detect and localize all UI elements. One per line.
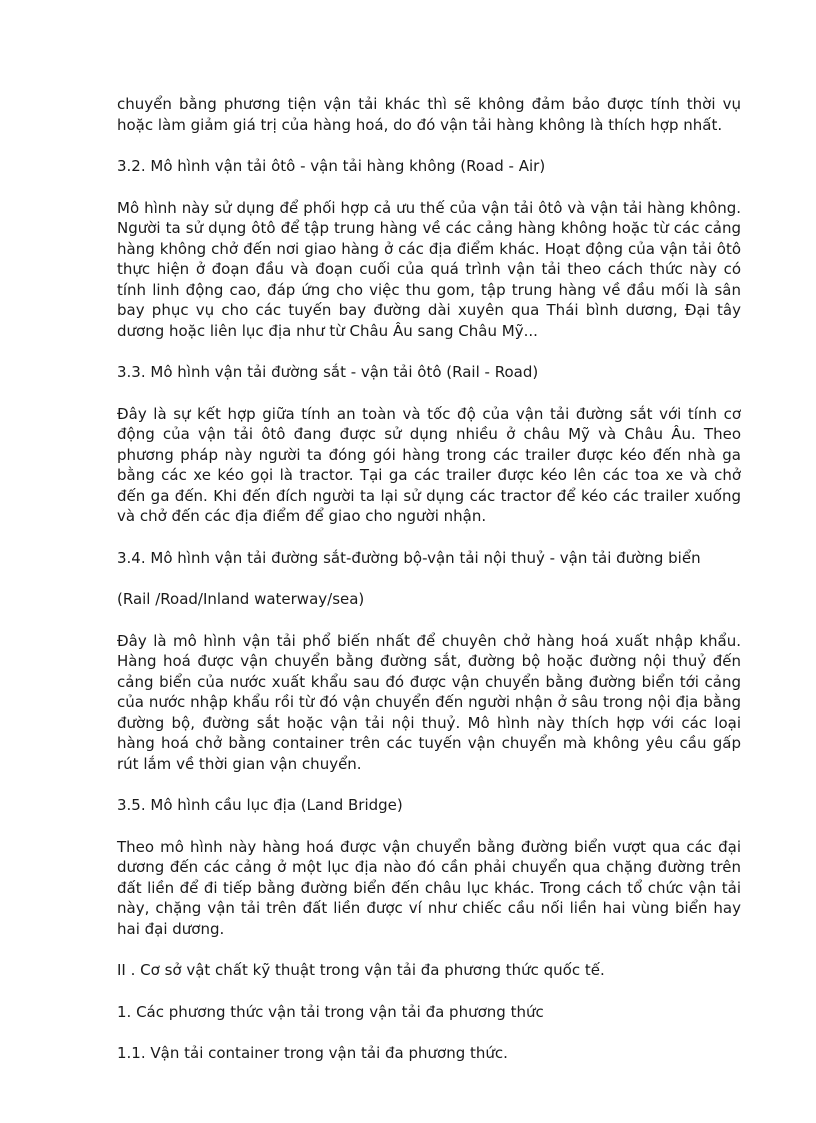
intro-paragraph: chuyển bằng phương tiện vận tải khác thì sẽ không đảm bảo được tính thời vụ hoặc làm giảm giá trị của hàng hoá, do đó vận tải hàng không là thích hợp nhất. xyxy=(117,95,741,134)
section-3-4-heading: 3.4. Mô hình vận tải đường sắt-đường bộ-vận tải nội thuỷ - vận tải đường biển xyxy=(117,548,701,567)
section-3-3-heading: 3.3. Mô hình vận tải đường sắt - vận tải ôtô (Rail - Road) xyxy=(117,363,539,381)
section-1-heading: 1. Các phương thức vận tải trong vận tải đa phương thức xyxy=(117,1002,544,1021)
section-1-1-heading: 1.1. Vận tải container trong vận tải đa phương thức. xyxy=(117,1044,508,1062)
section-3-3-body: Đây là sự kết hợp giữa tính an toàn và tốc độ của vận tải đường sắt với tính cơ động của vận tải ôtô đang được sử dụng nhiều ở châu Mỹ và Châu Âu. Theo phương pháp này người ta đóng gói hàng trong các trailer được kéo đến nhà ga bằng các xe kéo gọi là tractor. Tại ga các trailer được kéo lên các toa xe và chở đến ga đến. Khi đến đích người ta lại sử dụng các tractor để kéo các trailer xuống và chở đến các địa điểm để giao cho người nhận. xyxy=(117,404,741,525)
section-3-5-heading: 3.5. Mô hình cầu lục địa (Land Bridge) xyxy=(117,796,403,814)
document-page xyxy=(117,94,741,1064)
part-2-heading: II . Cơ sở vật chất kỹ thuật trong vận tải đa phương thức quốc tế. xyxy=(117,961,605,979)
section-3-4-subheading: (Rail /Road/Inland waterway/sea) xyxy=(117,590,365,608)
section-3-2-body: Mô hình này sử dụng để phối hợp cả ưu thế của vận tải ôtô và vận tải hàng không. Người ta sử dụng ôtô để tập trung hàng về các cảng hàng không hoặc từ các cảng hàng không chở đến nơi giao hàng ở các địa điểm khác. Hoạt động của vận tải ôtô thực hiện ở đoạn đầu và đoạn cuối của quá trình vận tải theo cách thức này có tính linh động cao, đáp ứng cho việc thu gom, tập trung hàng về đầu mối là sân bay phục vụ cho các tuyến bay đường dài xuyên qua Thái bình dương, Đại tây dương hoặc liên lục địa như từ Châu Âu sang Châu Mỹ... xyxy=(117,198,741,340)
section-3-5-body: Theo mô hình này hàng hoá được vận chuyển bằng đường biển vượt qua các đại dương đến các cảng ở một lục địa nào đó cần phải chuyển qua chặng đường trên đất liền để đi tiếp bằng đường biển đến châu lục khác. Trong cách tổ chức vận tải này, chặng vận tải trên đất liền được ví như chiếc cầu nối liền hai vùng biển hay hai đại dương. xyxy=(117,837,741,938)
section-3-2-heading: 3.2. Mô hình vận tải ôtô - vận tải hàng không (Road - Air) xyxy=(117,157,546,175)
section-3-4-body: Đây là mô hình vận tải phổ biến nhất để chuyên chở hàng hoá xuất nhập khẩu. Hàng hoá được vận chuyển bằng đường sắt, đường bộ hoặc đường nội thuỷ đến cảng biển của nước xuất khẩu sau đó được vận chuyển bằng đường biển tới cảng của nước nhập khẩu rồi từ đó vận chuyển đến người nhận ở sâu trong nội địa bằng đường bộ, đường sắt hoặc vận tải nội thuỷ. Mô hình này thích hợp với các loại hàng hoá chở bằng container trên các tuyến vận chuyển mà không yêu cầu gấp rút lắm về thời gian vận chuyển. xyxy=(117,631,741,773)
